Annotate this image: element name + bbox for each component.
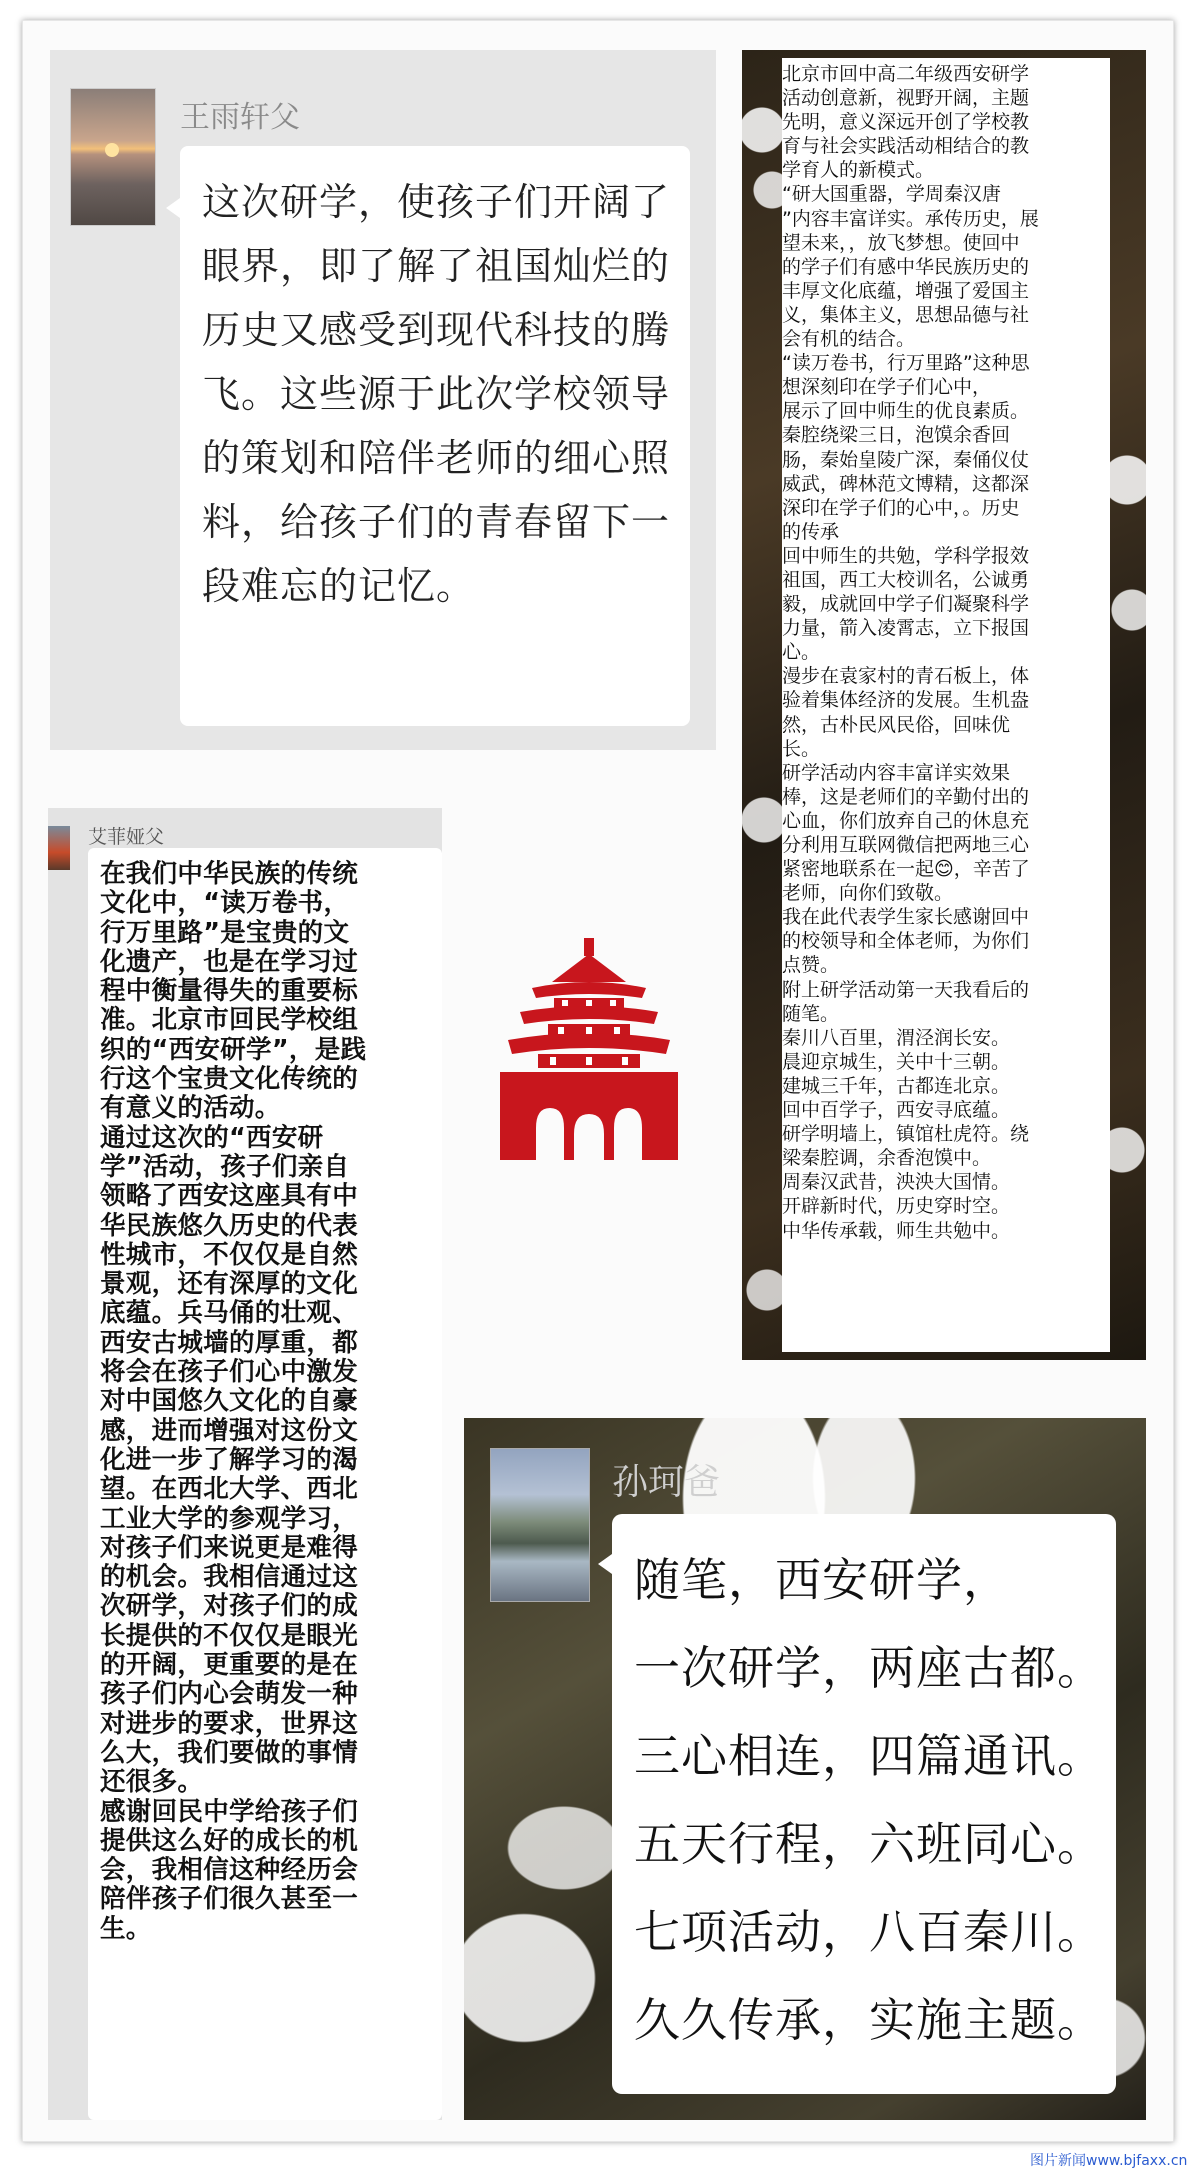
chat-panel-sunke — [464, 1418, 1146, 2120]
sun-icon — [105, 143, 119, 157]
sender-name: 孙珂爸 — [612, 1462, 721, 1503]
message-bubble[interactable] — [180, 146, 690, 726]
message-text: 北京市回中高二年级西安研学 活动创意新，视野开阔，主题 先明，意义深远开创了学校教 育与社会实践活动相结合的教 学育人的新模式。 “研大国重器，学周秦汉唐 ”内容丰富详实。承传历史，展 望未来，，放飞梦想。使回中 的学子们有感中华民族历史的 丰厚文化底蕴，增强了爱国主 义，集体主义，思想品德与社 会有机的结合。 “读万卷书，行万里路”这种思 想深刻印在学子们心中， 展示了回中师生的优良素质。 秦腔绕梁三日，泡馍余香回 肠，秦始皇陵广深，秦俑仪仗 威武，碑林范文博精，这都深 深印在学子们的心中，。历史 的传承 回中师生的共勉，学科学报效 祖国，西工大校训名，公诚勇 毅，成就回中学子们凝聚科学 力量，箭入凌霄志，立下报国 心。 漫步在袁家村的青石板上，体 验着集体经济的发展。生机盎 然，古朴民风民俗，回味优 长。 研学活动内容丰富详实效果 棒，这是老师们的辛勤付出的 心血，你们放弃自己的休息充 分利用互联网微信把两地三心 紧密地联系在一起😊，辛苦了 老师，向你们致敬。 我在此代表学生家长感谢回中 的校领导和全体老师，为你们 点赞。 附上研学活动第一天我看后的 随笔。 秦川八百里，渭泾润长安。 晨迎京城生，关中十三朝。 建城三千年，古都连北京。 回中百学子，西安寻底蕴。 研学明墙上，镇馆杜虎符。绕 梁秦腔调，余香泡馍中。 周秦汉武昔，泱泱大国情。 开辟新时代，历史穿时空。 中华传承载，师生共勉中。 — [782, 63, 1039, 1242]
sender-name: 艾菲娅父 — [88, 826, 165, 848]
avatar[interactable] — [490, 1448, 590, 1602]
poem-line: 随笔，西安研学， — [634, 1553, 1010, 1607]
chat-panel-wang — [50, 50, 716, 750]
message-bubble[interactable] — [88, 848, 442, 2120]
site-watermark: 图片新闻www.bjfaxx.cn — [1030, 2153, 1188, 2169]
poem-line: 一次研学，两座古都。 — [634, 1641, 1104, 1695]
poem-line: 久久传承，实施主题。 — [634, 1993, 1104, 2047]
avatar[interactable] — [70, 88, 156, 226]
poem-line: 五天行程，六班同心。 — [634, 1817, 1104, 1871]
poem-line: 三心相连，四篇通讯。 — [634, 1729, 1104, 1783]
message-text: 这次研学，使孩子们开阔了眼界，即了解了祖国灿烂的历史又感受到现代科技的腾飞。这些源于此次学校领导的策划和陪伴老师的细心照料，给孩子们的青春留下一段难忘的记忆。 — [202, 180, 671, 608]
message-bubble[interactable] — [612, 1514, 1116, 2094]
chat-panel-aifeiya — [48, 808, 442, 2120]
sender-name: 王雨轩父 — [180, 100, 300, 135]
avatar[interactable] — [48, 826, 70, 870]
message-text: 在我们中华民族的传统 文化中，“读万卷书， 行万里路”是宝贵的文 化遗产，也是在学习过 程中衡量得失的重要标 准。北京市回民学校组 织的“西安研学”，是践 行这个宝贵文化传统的 有意义的活动。 通过这次的“西安研 学”活动，孩子们亲自 领略了西安这座具有中 华民族悠久历史的代表 性城市，不仅仅是自然 景观，还有深厚的文化 底蕴。兵马俑的壮观、 西安古城墙的厚重，都 将会在孩子们心中激发 对中国悠久文化的自豪 感，进而增强对这份文 化进一步了解学习的渴 望。在西北大学、西北 工业大学的参观学习， 对孩子们来说更是难得 的机会。我相信通过这 次研学，对孩子们的成 长提供的不仅仅是眼光 的开阔，更重要的是在 孩子们内心会萌发一种 对进步的要求，世界这 么大，我们要做的事情 还很多。 感谢回民中学给孩子们 提供这么好的成长的机 会，我相信这种经历会 陪伴孩子们很久甚至一 生。 — [100, 859, 367, 1944]
chat-panel-long-message — [742, 50, 1146, 1360]
message-card[interactable] — [782, 58, 1110, 1352]
pagoda-logo-icon — [492, 938, 686, 1160]
poem-line: 七项活动，八百秦川。 — [634, 1905, 1104, 1959]
